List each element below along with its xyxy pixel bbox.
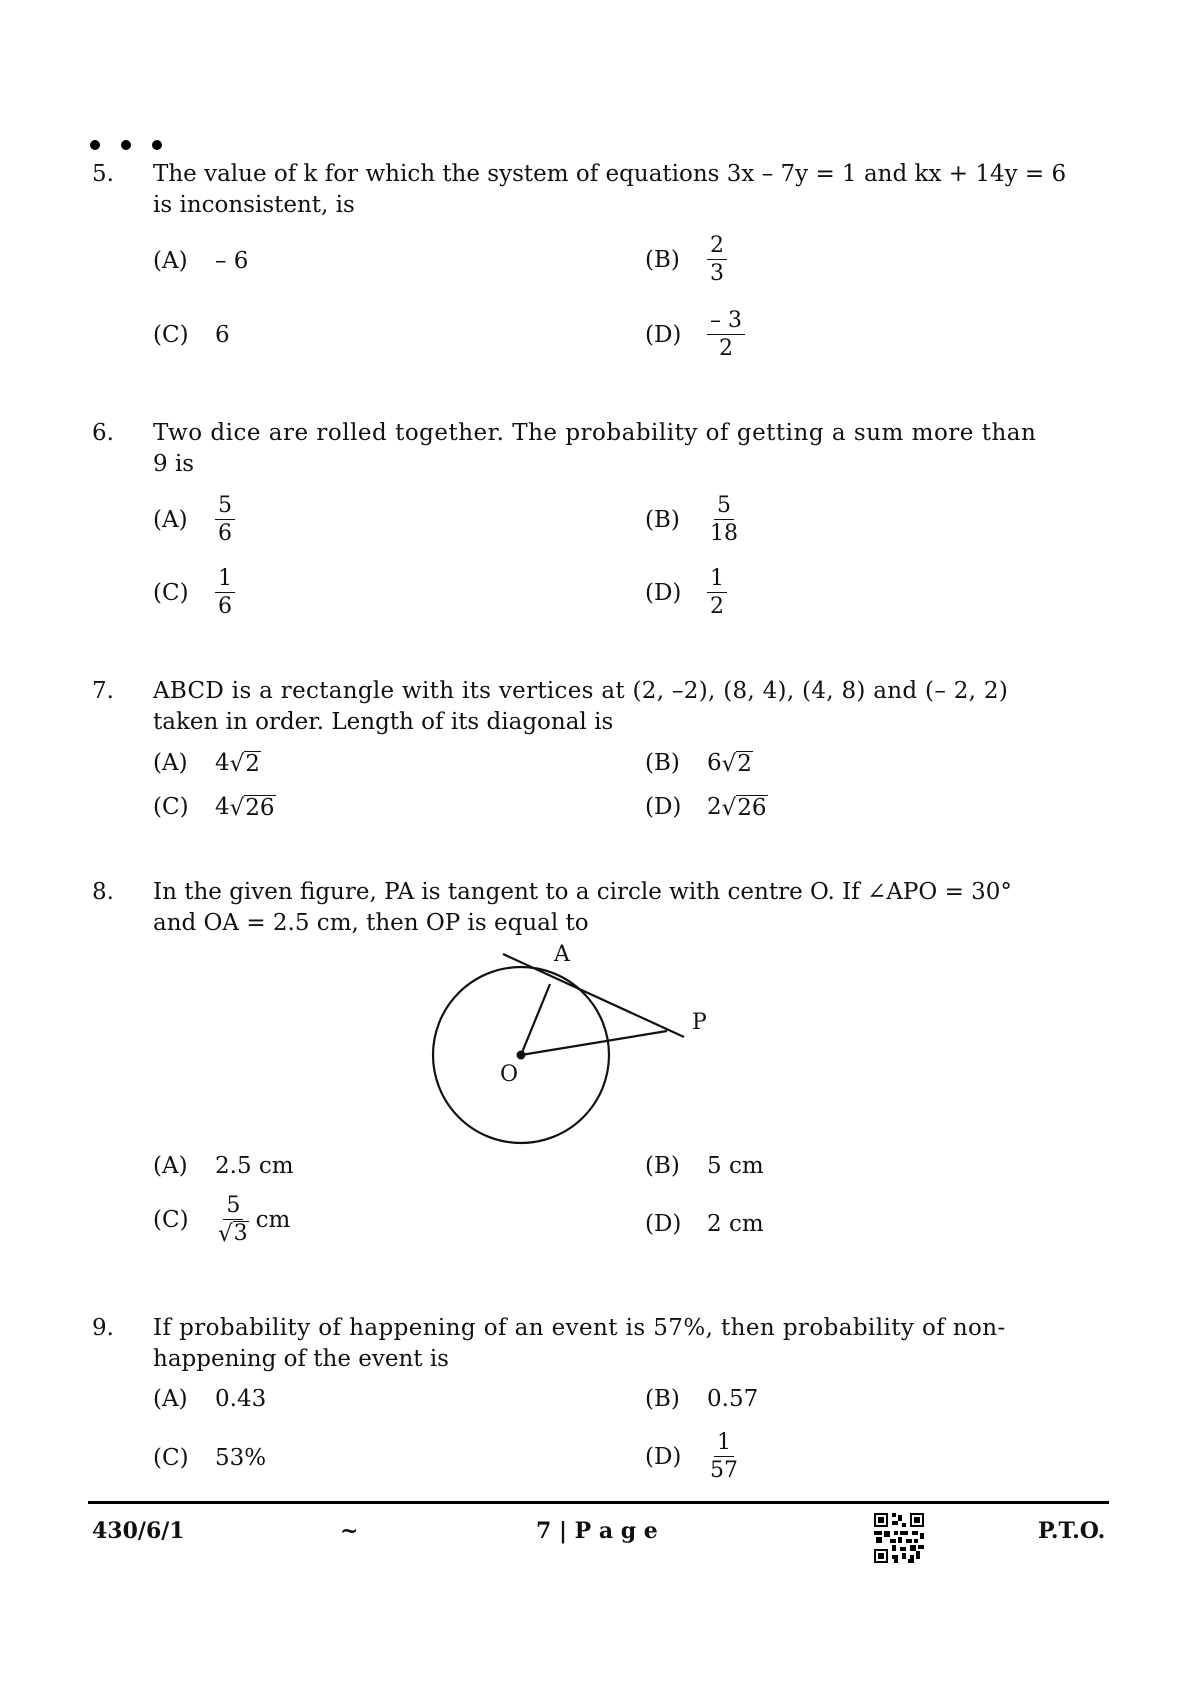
option-label: (B): [645, 750, 680, 776]
denominator: 18: [710, 521, 738, 546]
square-root: √ 26: [721, 794, 767, 821]
radicand: 2: [245, 750, 260, 777]
option-b[interactable]: [645, 493, 741, 546]
footer-tilde: ~: [340, 1518, 359, 1544]
numerator: – 3: [707, 308, 745, 335]
fraction: [215, 493, 235, 546]
question-text: happening of the event is: [153, 1346, 449, 1372]
fraction: [707, 233, 727, 286]
qr-code-icon: [874, 1512, 924, 1564]
figure-label-a: A: [554, 942, 570, 967]
fraction: [215, 1193, 252, 1247]
coefficient: 6: [707, 750, 722, 776]
question-text: 9 is: [153, 451, 195, 477]
denominator: [215, 1220, 252, 1247]
question-number: 7.: [92, 678, 114, 704]
option-value: 0.57: [707, 1386, 759, 1412]
square-root: √ 2: [721, 750, 752, 777]
square-root: √ 3: [218, 1221, 248, 1247]
footer-divider: [88, 1501, 1109, 1504]
option-value: 53%: [215, 1445, 267, 1471]
fraction: [707, 566, 727, 619]
square-root: √ 2: [229, 750, 260, 777]
radicand: 26: [245, 794, 275, 821]
numerator: 1: [714, 1430, 734, 1457]
fraction: [707, 1430, 741, 1483]
tangent-circle-figure: [400, 940, 740, 1150]
numerator: 2: [707, 233, 727, 260]
question-text: The value of k for which the system of equations 3x – 7y = 1 and kx + 14y = 6: [153, 161, 1067, 187]
question-number: 8.: [92, 879, 114, 905]
option-label: (C): [153, 1445, 189, 1471]
numerator: 5: [223, 1193, 243, 1220]
option-label: (B): [645, 1386, 680, 1412]
option-label: (C): [153, 1207, 189, 1233]
option-label: (A): [153, 1153, 188, 1179]
fraction: [707, 493, 741, 546]
option-a[interactable]: [153, 493, 235, 546]
option-label: (B): [645, 506, 680, 533]
option-c[interactable]: [153, 1445, 266, 1471]
question-text: In the given figure, PA is tangent to a circle with centre O. If ∠APO = 30°: [153, 879, 1012, 905]
option-label: (C): [153, 322, 189, 348]
option-value: 2 cm: [707, 1211, 764, 1237]
option-a[interactable]: [153, 1386, 266, 1412]
option-value: 2.5 cm: [215, 1153, 294, 1179]
option-value: – 6: [215, 248, 249, 274]
option-label: (B): [645, 1153, 680, 1179]
option-c[interactable]: [153, 1193, 290, 1247]
option-label: (C): [153, 579, 189, 606]
fraction: [215, 566, 235, 619]
option-label: (A): [153, 506, 188, 533]
option-label: (D): [645, 579, 682, 606]
option-b[interactable]: [645, 233, 727, 286]
denominator: 2: [710, 594, 724, 619]
option-d[interactable]: [645, 308, 745, 361]
numerator: 5: [215, 493, 235, 520]
fraction: [707, 308, 745, 361]
option-d[interactable]: [645, 566, 727, 619]
question-number: 5.: [92, 161, 114, 187]
option-label: (B): [645, 246, 680, 273]
top-bullet-marker: [90, 140, 162, 150]
option-c[interactable]: [153, 322, 230, 348]
numerator: 1: [215, 566, 235, 593]
option-label: (D): [645, 321, 682, 348]
option-b[interactable]: [645, 750, 753, 776]
question-number: 9.: [92, 1315, 114, 1341]
question-text: If probability of happening of an event is 57%, then probability of non-: [153, 1315, 1006, 1341]
question-number: 6.: [92, 420, 114, 446]
option-b[interactable]: [645, 1386, 758, 1412]
question-text: ABCD is a rectangle with its vertices at (2, –2), (8, 4), (4, 8) and (– 2, 2): [153, 678, 1009, 704]
pto-label: P.T.O.: [1038, 1518, 1106, 1544]
option-c[interactable]: [153, 566, 235, 619]
bullet-dot: [121, 140, 131, 150]
question-text: and OA = 2.5 cm, then OP is equal to: [153, 910, 589, 936]
bullet-dot: [90, 140, 100, 150]
question-text: Two dice are rolled together. The probability of getting a sum more than: [153, 420, 1037, 446]
bullet-dot: [152, 140, 162, 150]
figure-label-o: O: [500, 1062, 519, 1087]
numerator: 5: [714, 493, 734, 520]
radicand: 3: [233, 1221, 248, 1246]
option-d[interactable]: [645, 1211, 764, 1237]
coefficient: 4: [215, 794, 230, 820]
figure-label-p: P: [692, 1010, 707, 1035]
paper-code: 430/6/1: [92, 1518, 185, 1544]
denominator: 57: [710, 1458, 738, 1483]
option-label: (D): [645, 1211, 682, 1237]
numerator: 1: [707, 566, 727, 593]
option-b[interactable]: [645, 1153, 764, 1179]
denominator: 6: [218, 594, 232, 619]
option-value: 6: [215, 322, 230, 348]
option-value: 5 cm: [707, 1153, 764, 1179]
option-label: (D): [645, 1443, 682, 1470]
option-d[interactable]: [645, 794, 768, 820]
option-label: (A): [153, 248, 188, 274]
question-text: is inconsistent, is: [153, 192, 355, 218]
option-label: (A): [153, 1386, 188, 1412]
option-label: (A): [153, 750, 188, 776]
option-a[interactable]: [153, 248, 248, 274]
denominator: 2: [719, 336, 733, 361]
option-label: (C): [153, 794, 189, 820]
coefficient: 2: [707, 794, 722, 820]
option-a[interactable]: [153, 750, 261, 776]
option-a[interactable]: [153, 1153, 294, 1179]
unit: cm: [255, 1207, 291, 1233]
coefficient: 4: [215, 750, 230, 776]
page-number: 7 | P a g e: [536, 1518, 658, 1544]
option-value: 0.43: [215, 1386, 267, 1412]
denominator: 6: [218, 521, 232, 546]
radicand: 26: [737, 794, 767, 821]
denominator: 3: [710, 261, 724, 286]
option-d[interactable]: [645, 1430, 741, 1483]
option-c[interactable]: [153, 794, 276, 820]
question-text: taken in order. Length of its diagonal is: [153, 709, 614, 735]
square-root: √ 26: [229, 794, 275, 821]
radicand: 2: [737, 750, 752, 777]
option-label: (D): [645, 794, 682, 820]
